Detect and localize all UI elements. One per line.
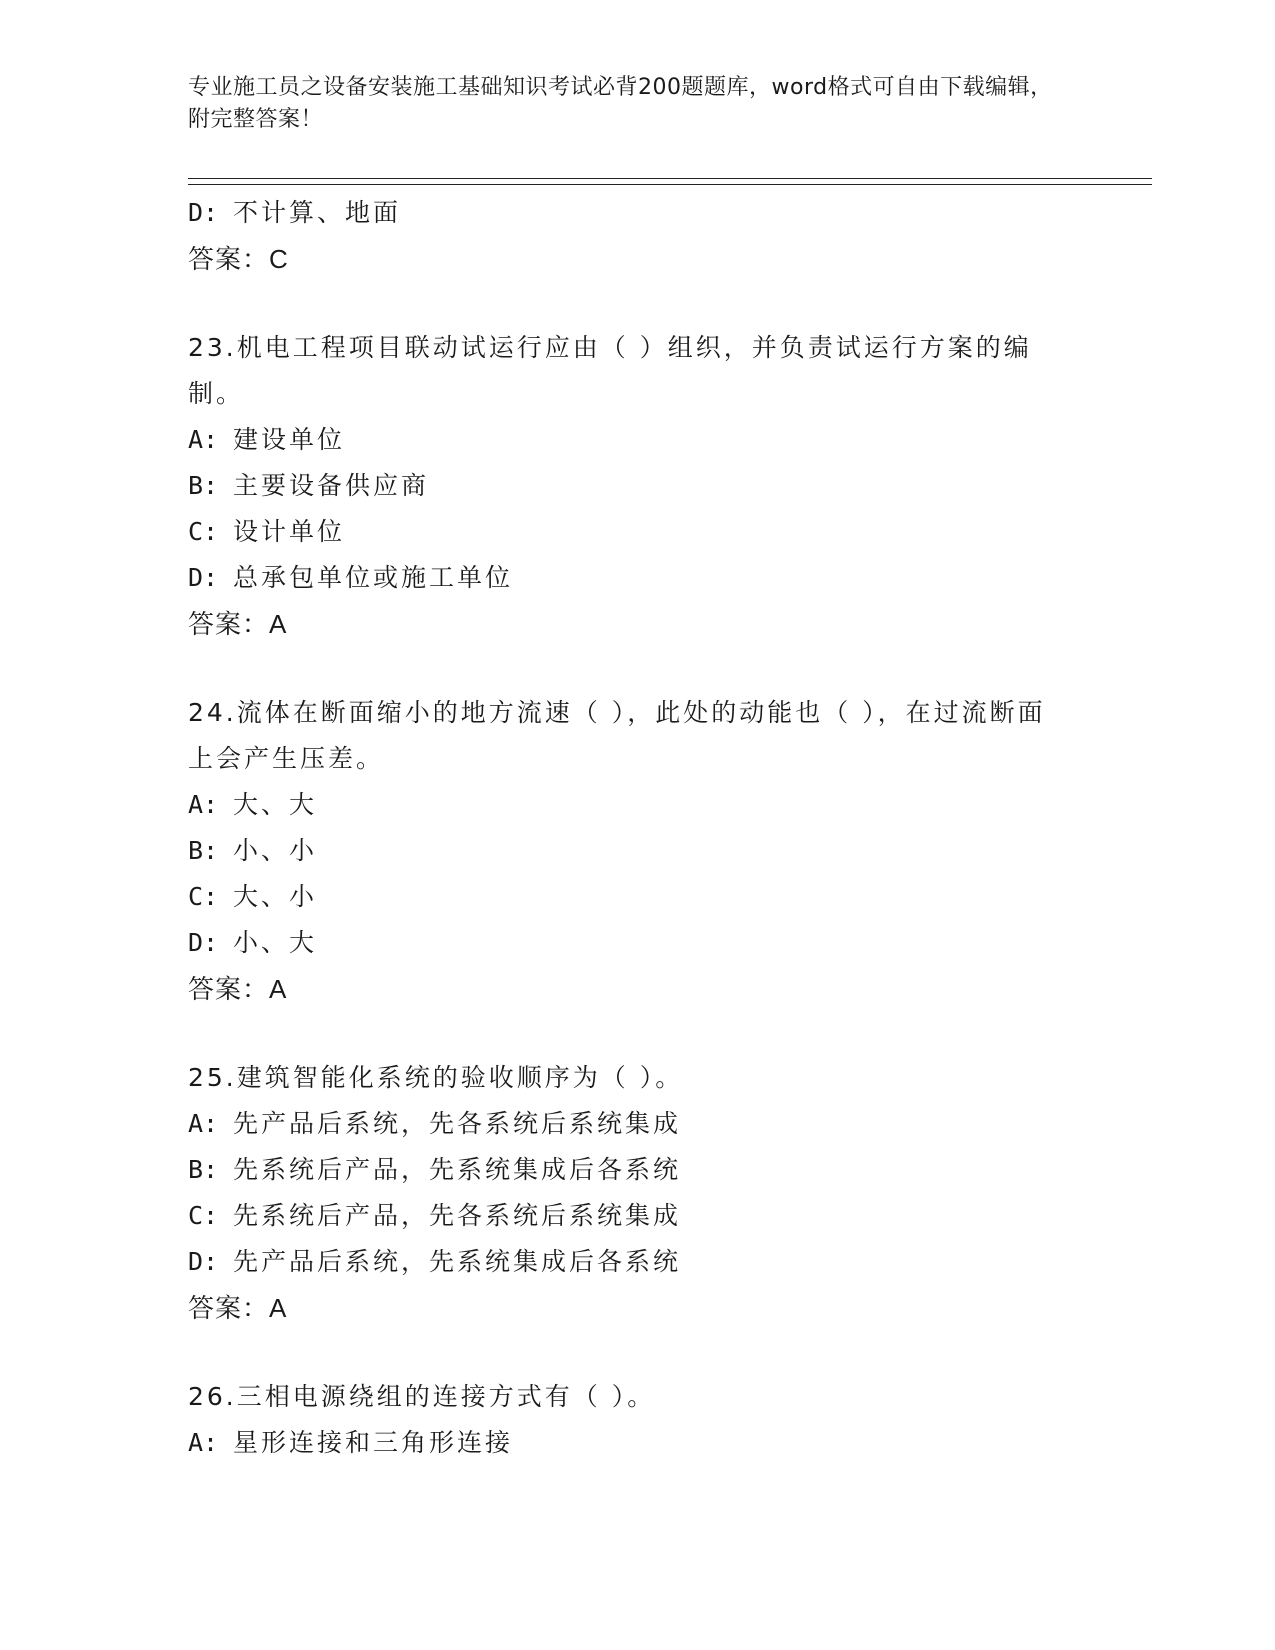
question-spacer (188, 1331, 1088, 1374)
option-a (188, 1101, 1088, 1147)
option-text: 小、小 (233, 836, 318, 865)
option-text: 主要设备供应商 (233, 471, 430, 500)
question-stem: 23.机电工程项目联动试运行应由（ ）组织，并负责试运行方案的编制。 (188, 333, 1032, 408)
option-d (188, 1239, 1088, 1285)
answer-line: 答案：A (188, 609, 288, 639)
option-b (188, 828, 1088, 874)
option-c (188, 509, 1088, 555)
option-label: B: (188, 471, 219, 500)
option-label: D: (188, 928, 219, 957)
option-label: D: (188, 563, 219, 592)
option-text: 不计算、地面 (233, 198, 402, 227)
option-text: 先系统后产品，先各系统后系统集成 (233, 1201, 682, 1230)
option-label: C: (188, 517, 219, 546)
option-b (188, 1147, 1088, 1193)
option-label: B: (188, 1155, 219, 1184)
option-label: C: (188, 1201, 219, 1230)
option-label: C: (188, 882, 219, 911)
option-label: B: (188, 836, 219, 865)
option-label: A: (188, 1428, 219, 1457)
option-label: D: (188, 198, 219, 227)
option-text: 大、大 (233, 790, 318, 819)
option-text: 小、大 (233, 928, 318, 957)
question-stem: 25.建筑智能化系统的验收顺序为（ ）。 (188, 1063, 684, 1092)
option-a (188, 782, 1088, 828)
option-label: A: (188, 1109, 219, 1138)
option-label: A: (188, 425, 219, 454)
option-text: 设计单位 (233, 517, 346, 546)
option-label: A: (188, 790, 219, 819)
question-spacer (188, 1012, 1088, 1055)
question-stem: 24.流体在断面缩小的地方流速（ ），此处的动能也（ ），在过流断面上会产生压差。 (188, 698, 1046, 773)
option-c (188, 1193, 1088, 1239)
document-title: 专业施工员之设备安装施工基础知识考试必背200题题库，word格式可自由下载编辑，附完整答案！ (188, 75, 1053, 132)
option-d (188, 555, 1088, 601)
option-text: 先系统后产品，先系统集成后各系统 (233, 1155, 682, 1184)
question-23 (188, 325, 1088, 647)
answer-line: 答案：A (188, 1293, 288, 1323)
option-c (188, 874, 1088, 920)
option-a (188, 1420, 1088, 1466)
option-text: 星形连接和三角形连接 (233, 1428, 514, 1457)
option-text: 总承包单位或施工单位 (233, 563, 514, 592)
question-24 (188, 690, 1088, 1012)
option-b (188, 463, 1088, 509)
answer-line: 答案：C (188, 244, 289, 274)
document-header (188, 72, 1068, 136)
question-spacer (188, 282, 1088, 325)
option-text: 先产品后系统，先各系统后系统集成 (233, 1109, 682, 1138)
answer-line: 答案：A (188, 974, 288, 1004)
option-label: D: (188, 1247, 219, 1276)
question-26 (188, 1374, 1088, 1466)
question-spacer (188, 647, 1088, 690)
header-divider (188, 178, 1152, 185)
option-d (188, 920, 1088, 966)
option-text: 大、小 (233, 882, 318, 911)
question-stem: 26.三相电源绕组的连接方式有（ ）。 (188, 1382, 656, 1411)
option-text: 建设单位 (233, 425, 346, 454)
option-text: 先产品后系统，先系统集成后各系统 (233, 1247, 682, 1276)
option-d (188, 190, 1088, 236)
question-25 (188, 1055, 1088, 1331)
option-a (188, 417, 1088, 463)
question-list (188, 190, 1088, 1466)
